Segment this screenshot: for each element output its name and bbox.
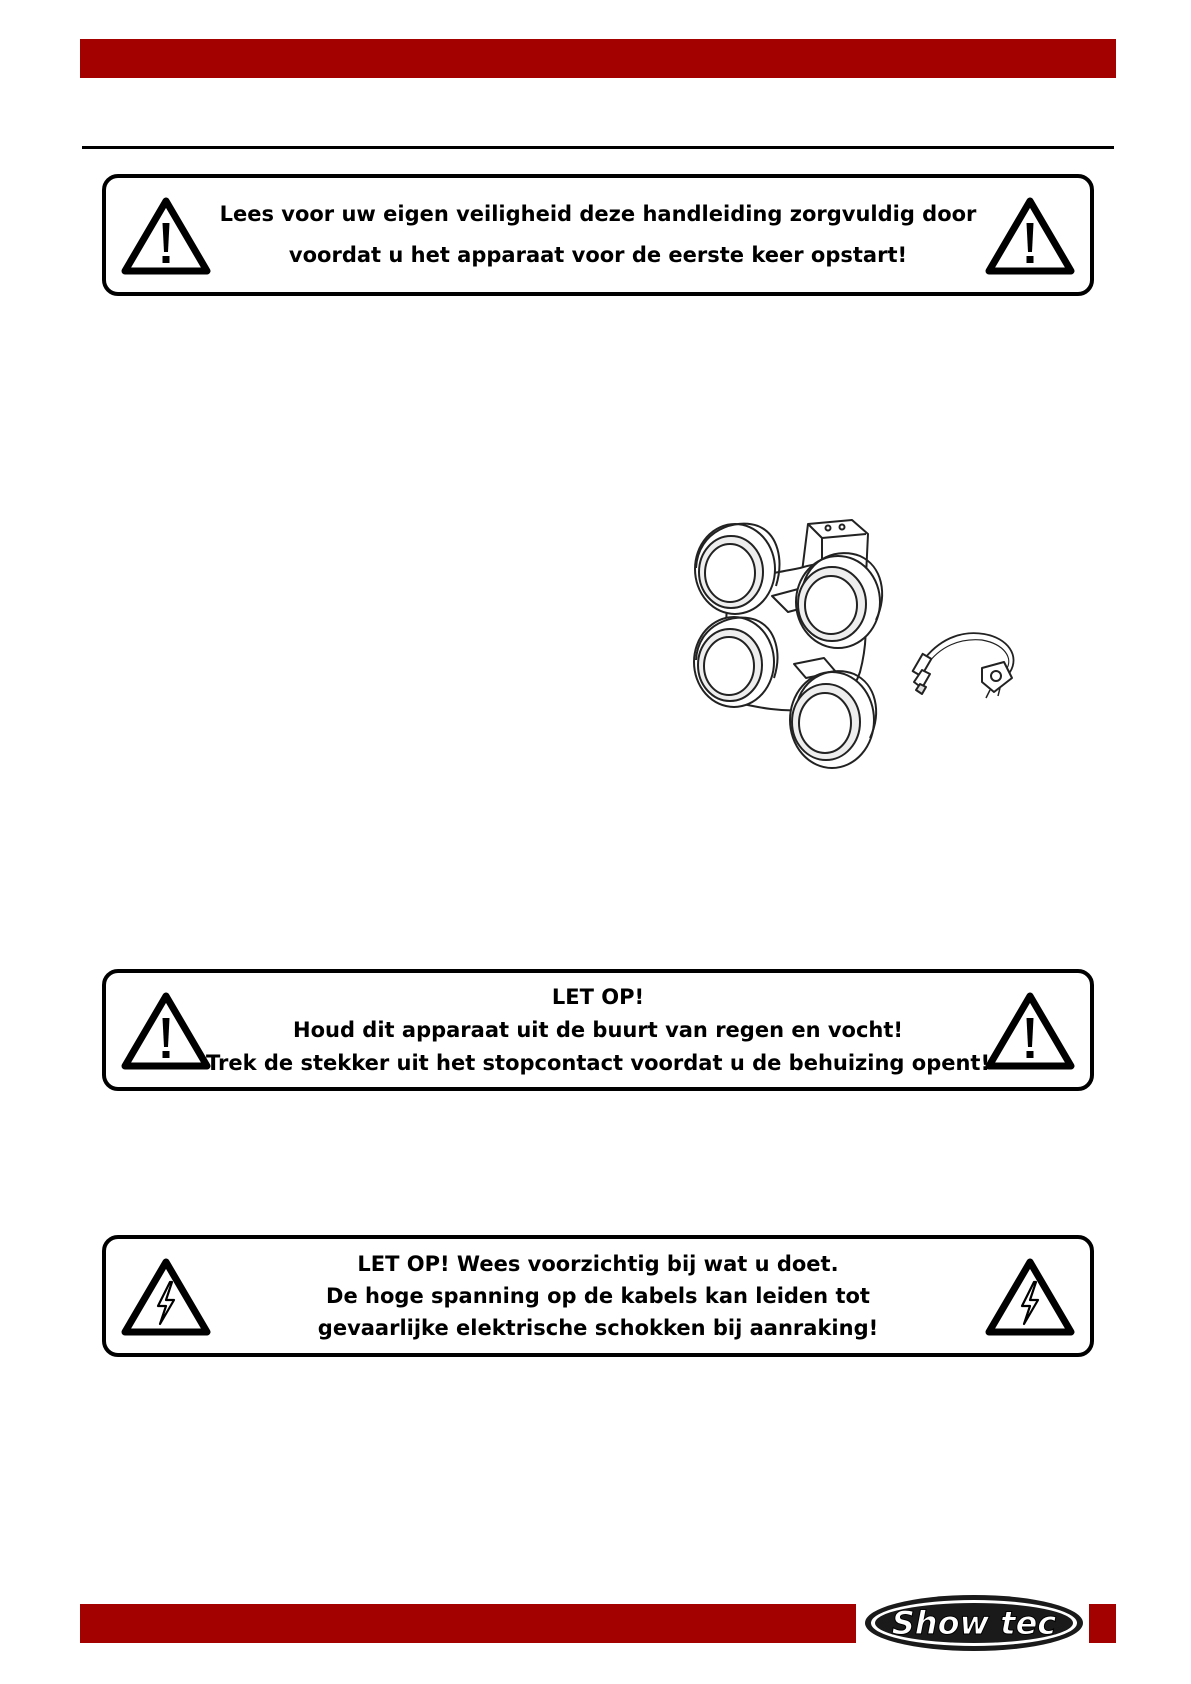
footer-bar-fill — [80, 1604, 856, 1643]
safety-warning-line-1: Lees voor uw eigen veiligheid deze handleiding zorgvuldig door — [219, 202, 977, 226]
warning-triangle-icon — [984, 990, 1076, 1070]
voltage-warning-line-2: De hoge spanning op de kabels kan leiden tot — [326, 1284, 870, 1308]
footer-bar-end-fill — [1089, 1604, 1116, 1643]
voltage-warning-line-3: gevaarlijke elektrische schokken bij aanraking! — [317, 1316, 879, 1340]
warning-triangle-icon — [120, 195, 212, 275]
warning-triangle-icon — [984, 195, 1076, 275]
showtec-logo-text: Show tec — [891, 1604, 1057, 1642]
header-bar — [80, 39, 1116, 78]
voltage-warning-box — [102, 1235, 1094, 1357]
moisture-warning-line-1: LET OP! — [551, 984, 645, 1009]
high-voltage-icon — [120, 1256, 212, 1336]
header-bar-fill — [80, 39, 1116, 78]
safety-warning-text — [219, 178, 977, 292]
moisture-warning-box — [102, 969, 1094, 1091]
high-voltage-icon — [984, 1256, 1076, 1336]
footer-bar-end — [1089, 1604, 1116, 1643]
warning-triangle-icon — [120, 990, 212, 1070]
moisture-warning-line-2: Houd dit apparaat uit de buurt van regen en vocht! — [293, 1017, 903, 1042]
footer-bar — [80, 1604, 856, 1643]
moisture-warning-line-3: Trek de stekker uit het stopcontact voordat u de behuizing opent! — [205, 1050, 991, 1075]
showtec-logo — [862, 1592, 1086, 1654]
moisture-warning-text — [205, 973, 991, 1087]
light-fixture-illustration-icon — [690, 512, 1060, 782]
voltage-warning-text — [226, 1239, 970, 1353]
safety-warning-line-2: voordat u het apparaat voor de eerste keer opstart! — [288, 243, 908, 267]
voltage-warning-line-1: LET OP! Wees voorzichtig bij wat u doet. — [357, 1252, 839, 1276]
safety-warning-box — [102, 174, 1094, 296]
header-rule — [82, 146, 1114, 149]
